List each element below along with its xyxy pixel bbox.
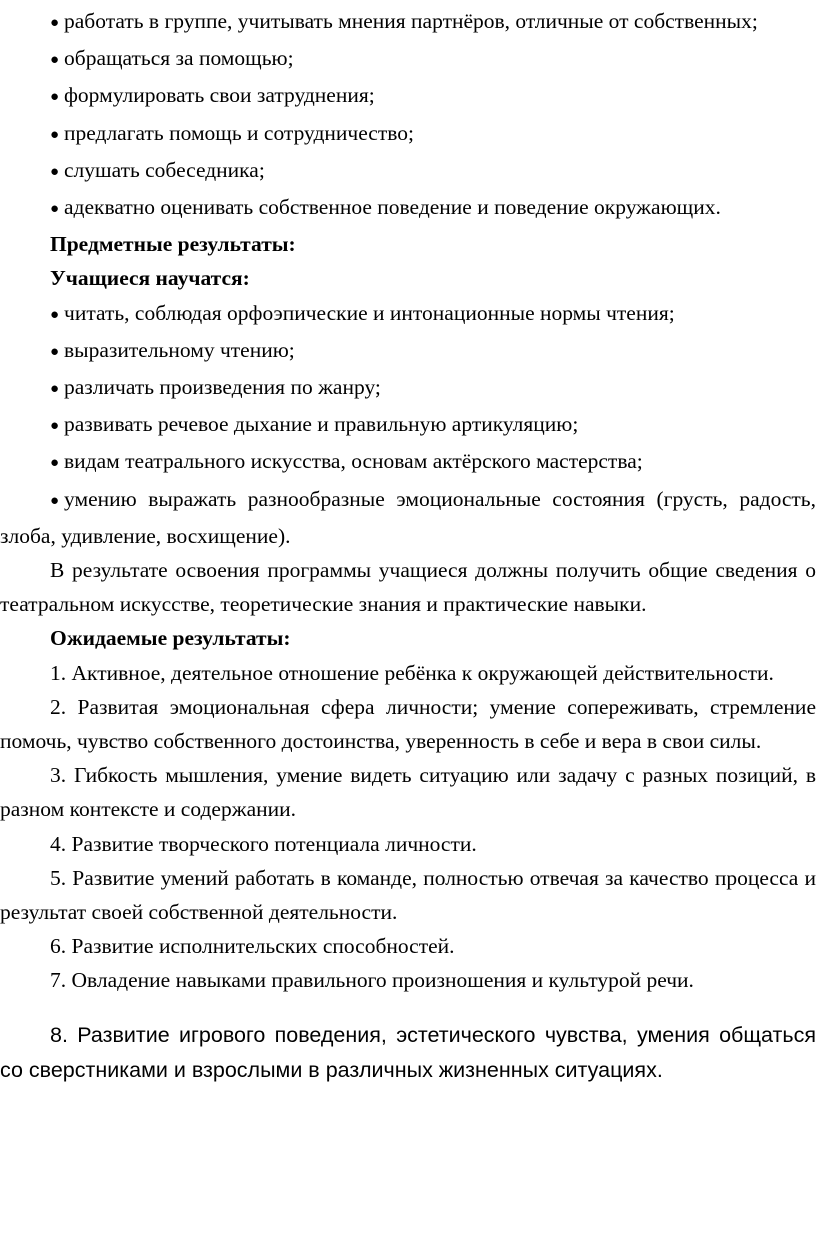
bullet-item	[0, 407, 816, 444]
bullet-text: адекватно оценивать собственное поведение и поведение окружающих.	[64, 195, 721, 220]
bullet-item	[0, 444, 816, 481]
expected-result-item: 4. Развитие творческого потенциала личности.	[50, 831, 477, 856]
expected-result-item: 5. Развитие умений работать в команде, полностью отвечая за качество процесса и результат своей собственной деятельности.	[0, 865, 816, 925]
bullet-icon: ●	[50, 89, 60, 106]
bullet-icon: ●	[50, 306, 60, 323]
bullet-icon: ●	[50, 52, 60, 69]
bullet-text: слушать собеседника;	[64, 157, 265, 182]
bullet-item	[0, 116, 816, 153]
bullet-text: работать в группе, учитывать мнения партнёров, отличные от собственных;	[64, 9, 758, 33]
bullet-text: предлагать помощь и сотрудничество;	[64, 120, 414, 145]
bullet-item	[0, 41, 816, 78]
bullet-item	[0, 296, 816, 333]
bullet-icon: ●	[50, 343, 60, 360]
bullet-item	[0, 190, 816, 227]
expected-result-item: 6. Развитие исполнительских способностей.	[50, 934, 455, 959]
bullet-item	[0, 153, 816, 190]
bullet-icon: ●	[50, 126, 60, 143]
bullet-text: видам театрального искусства, основам актёрского мастерства;	[64, 449, 643, 474]
bullet-icon: ●	[50, 455, 60, 472]
final-expected-result-item: 8. Развитие игрового поведения, эстетического чувства, умения общаться со сверстниками и взрослыми в различных жизненных ситуациях.	[0, 1022, 816, 1082]
bullet-icon: ●	[50, 492, 60, 509]
bullet-item	[0, 333, 816, 370]
bullet-icon: ●	[50, 381, 60, 398]
subject-results-heading: Предметные результаты:	[50, 232, 296, 257]
bullet-text: формулировать свои затруднения;	[64, 83, 375, 108]
bullet-icon: ●	[50, 15, 60, 31]
bullet-text: читать, соблюдая орфоэпические и интонационные нормы чтения;	[64, 300, 675, 325]
bullet-icon: ●	[50, 201, 60, 218]
expected-result-item: 1. Активное, деятельное отношение ребёнка к окружающей действительности.	[50, 660, 774, 685]
bullet-text: умению выражать разнообразные эмоциональные состояния (грусть, радость, злоба, удивление, восхищение).	[0, 486, 816, 548]
expected-results-heading: Ожидаемые результаты:	[50, 626, 291, 651]
students-learn-heading: Учащиеся научатся:	[50, 266, 250, 291]
expected-result-item: 2. Развитая эмоциональная сфера личности; умение сопереживать, стремление помочь, чувство собственного достоинства, уверенность в себе и вера в свои силы.	[0, 694, 816, 754]
bullet-item	[0, 4, 816, 41]
expected-result-item: 3. Гибкость мышления, умение видеть ситуацию или задачу с разных позиций, в разном контексте и содержании.	[0, 763, 816, 822]
bullet-item	[0, 482, 816, 553]
bullet-item	[0, 370, 816, 407]
bullet-item	[0, 78, 816, 115]
summary-paragraph: В результате освоения программы учащиеся должны получить общие сведения о театральном искусстве, теоретические знания и практические навыки.	[0, 558, 816, 617]
bullet-icon: ●	[50, 163, 60, 180]
bullet-text: различать произведения по жанру;	[64, 375, 381, 400]
bullet-text: развивать речевое дыхание и правильную артикуляцию;	[64, 412, 579, 437]
expected-result-item: 7. Овладение навыками правильного произношения и культурой речи.	[50, 968, 694, 993]
bullet-text: обращаться за помощью;	[64, 46, 294, 71]
bullet-icon: ●	[50, 418, 60, 435]
bullet-text: выразительному чтению;	[64, 337, 295, 362]
